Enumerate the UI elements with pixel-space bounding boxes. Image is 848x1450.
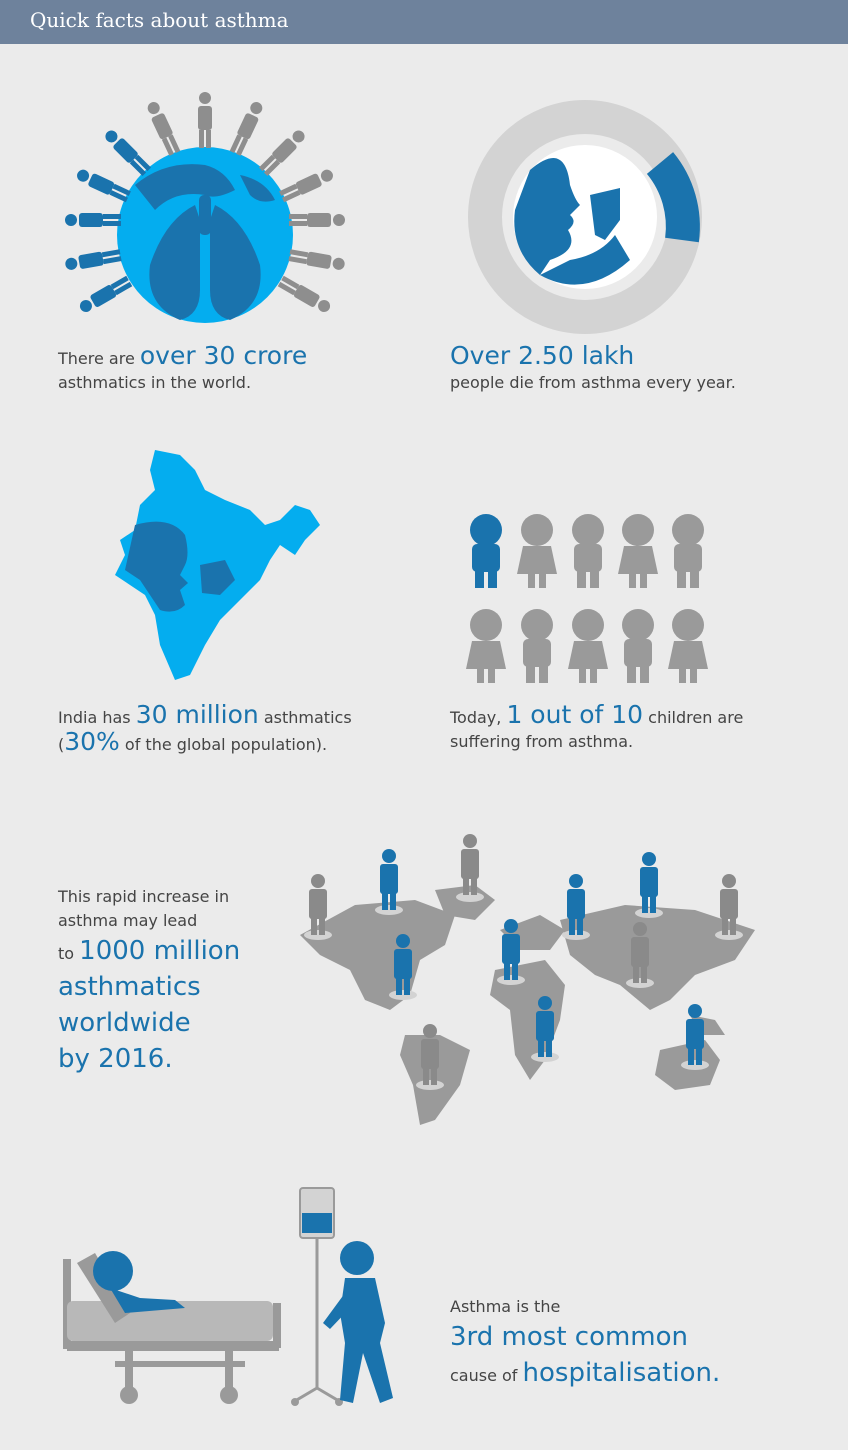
hospital-icon <box>55 1183 415 1413</box>
fact-world-post: asthmatics in the world. <box>58 373 252 392</box>
fact-increase-highlight2: asthmatics <box>58 972 201 1002</box>
fact-india-highlight: 30 million <box>135 700 259 729</box>
fact-deaths <box>450 341 790 395</box>
fact-children-highlight: 1 out of 10 <box>506 700 644 729</box>
fact-world-highlight: over 30 crore <box>139 341 308 370</box>
fact-children-mid: children are <box>643 708 744 727</box>
fact-hospital-highlight1: 3rd most common <box>450 1322 689 1352</box>
fact-india-highlight2: 30% <box>64 727 120 756</box>
fact-increase <box>58 885 298 1077</box>
india-map-icon <box>110 445 330 685</box>
fact-increase-highlight3: worldwide <box>58 1008 191 1038</box>
fact-increase-line2: asthma may lead <box>58 911 198 930</box>
fact-children-pre: Today, <box>450 708 507 727</box>
inhaler-donut-icon <box>470 100 710 335</box>
fact-increase-highlight4: by 2016. <box>58 1044 173 1074</box>
children-icon <box>460 512 720 687</box>
fact-deaths-post: people die from asthma every year. <box>450 373 736 392</box>
fact-children <box>450 700 810 754</box>
fact-increase-pre: to <box>58 944 80 963</box>
fact-india-pre: India has <box>58 708 136 727</box>
fact-india-paren: ( <box>58 735 65 754</box>
fact-india-mid: asthmatics <box>258 708 352 727</box>
header-bar <box>0 0 848 44</box>
page-title: Quick facts about asthma <box>30 8 289 32</box>
fact-increase-line1: This rapid increase in <box>58 887 230 906</box>
fact-india-post: of the global population). <box>119 735 328 754</box>
fact-hospital-line1: Asthma is the <box>450 1297 561 1316</box>
fact-hospital <box>450 1295 810 1391</box>
globe-lungs-icon <box>55 90 355 330</box>
fact-world <box>58 341 388 395</box>
world-map-icon <box>295 835 765 1130</box>
fact-world-pre: There are <box>58 349 140 368</box>
fact-hospital-pre: cause of <box>450 1366 523 1385</box>
fact-deaths-highlight: Over 2.50 lakh <box>450 341 635 370</box>
fact-india <box>58 700 418 757</box>
fact-increase-highlight1: 1000 million <box>79 936 241 966</box>
fact-children-post: suffering from asthma. <box>450 732 634 751</box>
fact-hospital-highlight2: hospitalisation. <box>522 1358 721 1388</box>
